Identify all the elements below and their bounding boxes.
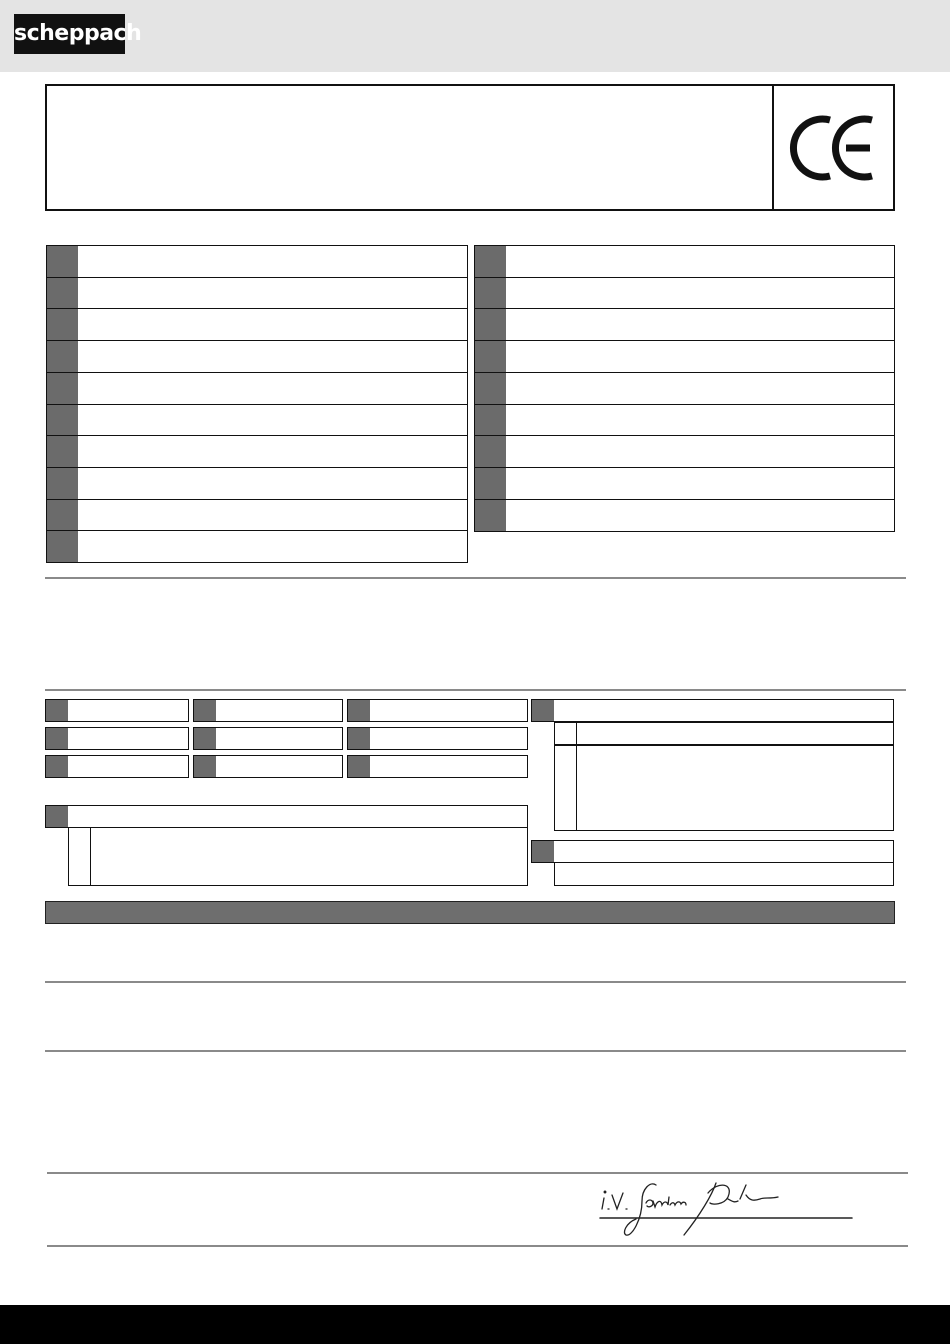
section-rule-4 [45,1050,906,1052]
directive-row-right [474,499,895,532]
directive-code-square-left [47,309,78,340]
manufacturer-subrow [554,862,894,886]
notified-body-code-square [532,700,554,721]
notified-body-subrow [554,722,894,745]
standard-code-square [46,756,68,777]
notified-body-indent-2 [554,745,577,831]
directive-code-square-right [475,373,506,404]
directive-row-right [474,435,895,468]
declaration-title-box [45,84,895,211]
directive-row-left [46,530,468,563]
directive-code-square-left [47,531,78,562]
brand-logo [14,14,142,54]
directive-row-left [46,308,468,341]
directive-code-square-right [475,436,506,467]
section-rule-2 [45,689,906,691]
directive-row-left [46,372,468,405]
standards-footer-bar [45,901,895,924]
standard-code-square [348,728,370,749]
directive-code-square-left [47,341,78,372]
ce-divider [772,84,774,211]
technical-file-text-area [68,827,528,886]
standard-field [347,699,528,722]
directive-code-square-left [47,278,78,309]
directive-row-right [474,277,895,310]
directive-code-square-left [47,436,78,467]
brand-logo-text: scheppach [14,21,142,46]
directive-row-left [46,467,468,500]
directive-row-left [46,499,468,532]
standard-code-square [46,728,68,749]
directive-row-right [474,404,895,437]
directive-code-square-left [47,373,78,404]
signature-image [598,1175,856,1245]
section-rule-6 [47,1245,908,1247]
ce-mark-icon [786,104,886,192]
manufacturer-code-square [532,841,554,862]
directive-code-square-right [475,309,506,340]
notified-body-header [531,699,894,722]
standard-code-square [194,756,216,777]
directive-code-square-right [475,278,506,309]
directive-row-right [474,372,895,405]
directive-row-left [46,245,468,278]
directive-code-square-right [475,500,506,531]
section-rule-5 [47,1172,908,1174]
standard-code-square [348,700,370,721]
directive-row-left [46,340,468,373]
footer-band [0,1305,950,1344]
directive-code-square-right [475,341,506,372]
directive-code-square-right [475,405,506,436]
standard-code-square [348,756,370,777]
standard-code-square [46,700,68,721]
standard-code-square [194,728,216,749]
section-rule-3 [45,981,906,983]
directive-code-square-right [475,246,506,277]
directive-code-square-left [47,500,78,531]
standard-code-square [194,700,216,721]
section-rule-1 [45,577,906,579]
notified-body-indent-1 [554,722,577,745]
technical-file-header [45,805,528,828]
directive-row-right [474,245,895,278]
manufacturer-header [531,840,894,863]
header-band [0,0,950,72]
directive-code-square-left [47,405,78,436]
directive-code-square-left [47,468,78,499]
directive-code-square-right [475,468,506,499]
directive-row-right [474,467,895,500]
standard-field [347,727,528,750]
directive-row-right [474,308,895,341]
directive-row-left [46,404,468,437]
directive-row-left [46,277,468,310]
technical-file-indent [68,827,91,886]
notified-body-text-area [554,745,894,831]
directive-code-square-left [47,246,78,277]
technical-file-code-square [46,806,68,827]
standard-field [347,755,528,778]
directive-row-right [474,340,895,373]
directive-row-left [46,435,468,468]
